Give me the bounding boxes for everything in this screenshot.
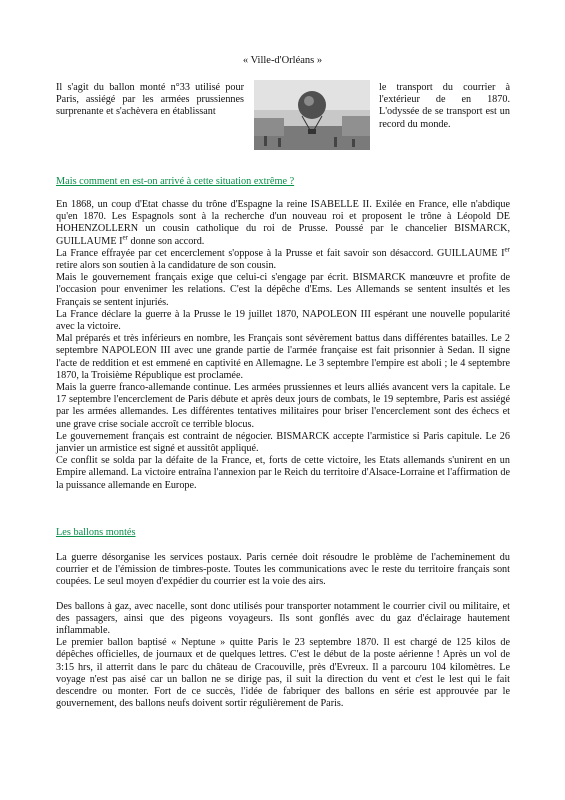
paragraph: Ce conflit se solda par la défaite de la France, et, forts de cette victoire, les Etats allemands s'unirent en un Empire allemand. La victoire entraîna l'annexion par le Reich du territoire d'Alsace-Lorraine et l'affirmation de la puissance allemande en Europe. [56,455,510,491]
section-heading-balloons: Les ballons montés [56,527,136,538]
paragraph: Le gouvernement français est contraint de négocier. BISMARCK accepte l'armistice si Paris capitule. Le 26 janvier un armistice est signé et aussitôt appliqué. [56,430,510,455]
paragraph: La guerre désorganise les services postaux. Paris cernée doit résoudre le problème de l'acheminement du courrier et de l'émission de timbres-poste. Toutes les communications avec le reste du territoire français sont coupées. Le seul moyen d'expédier du courrier est la voie des airs. [56,552,510,588]
paragraph: Des ballons à gaz, avec nacelle, sont donc utilisés pour transporter notamment le courrier civil ou militaire, et des passagers, ainsi que des pigeons voyageurs. Ils sont gonflés avec du gaz d'éclairage hautement inflammable. [56,600,510,637]
intro-left-text: Il s'agit du ballon monté n°33 utilisé pour Paris, assiégé par les armées prussiennes surprenante et s'achèvera en établissant [56,82,244,118]
section-body-balloons [56,552,510,710]
paragraph: Mais la guerre franco-allemande continue. Les armées prussiennes et leurs alliés avancent vers la capitale. Le 17 septembre l'encerclement de Paris débute et après deux jours de combats, le 19 septembre, Paris est assiégé par les armées allemandes. Les différentes tentatives militaires pour briser l'encerclement sont des échecs et une grave crise sociale accroît ce terrible blocus. [56,382,510,430]
paragraph: En 1868, un coup d'Etat chasse du trône d'Espagne la reine ISABELLE II. Exilée en France, elle n'abdique qu'en 1870. Les Espagnols sont à la recherche d'un nouveau roi et proposent le trône à Léopold DE HOHENZOLLERN un cousin catholique du roi de Prusse. Poussé par le chancelier BISMARCK, GUILLAUME Ier donne son accord. [56,199,510,247]
paragraph: Mais le gouvernement français exige que celui-ci s'engage par écrit. BISMARCK manœuvre et profite de l'occasion pour envenimer les relations. C'est la dépêche d'Ems. Les Allemands se sentent insultés et les Français se sentent injuriés. [56,272,510,308]
paragraph: La France effrayée par cet encerclement s'oppose à la Prusse et fait savoir son désaccord. GUILLAUME Ier retire alors son soutien à la candidature de son cousin. [56,245,510,272]
page-title: « Ville-d'Orléans » [242,55,323,66]
paragraph: Le premier ballon baptisé « Neptune » quitte Paris le 23 septembre 1870. Il est chargé de 125 kilos de dépêches officielles, de journaux et de quelques lettres. C'est le début de la poste aérienne ! Après un vol de 3:15 hrs, il atterrit dans le parc du château de Cracouville, près d'Evreux. Il a parcouru 104 kilomètres. Le voyage n'est pas aisé car un ballon ne se dirige pas, il suit la direction du vent et c'est le lest qui le fait descendre ou monter. Fort de ce succès, l'idée de fabriquer des ballons en série est approuvée par le gouvernement, des ballons neufs doivent sortir régulièrement de Paris. [56,637,510,710]
intro-right-text: le transport du courrier à l'extérieur de en 1870. L'odyssée de se transport est un record du monde. [379,82,510,130]
balloon-image-icon [254,80,370,150]
paragraph: Mal préparés et très inférieurs en nombre, les Français sont sévèrement battus dans différentes batailles. Le 2 septembre NAPOLEON III avec une grande partie de l'armée française est fait prisonnier à Sedan. Il signe l'acte de reddition et est emmené en captivité en Allemagne. Le 3 septembre l'empire est aboli ; le 4 septembre 1870, la Troisième République est proclamée. [56,333,510,381]
paragraph: La France déclare la guerre à la Prusse le 19 juillet 1870, NAPOLEON III espérant une nouvelle popularité avec la victoire. [56,308,510,333]
balloon-photo [254,80,370,150]
section-body-history [56,199,510,492]
section-heading-situation: Mais comment en est-on arrivé à cette situation extrême ? [56,176,295,187]
